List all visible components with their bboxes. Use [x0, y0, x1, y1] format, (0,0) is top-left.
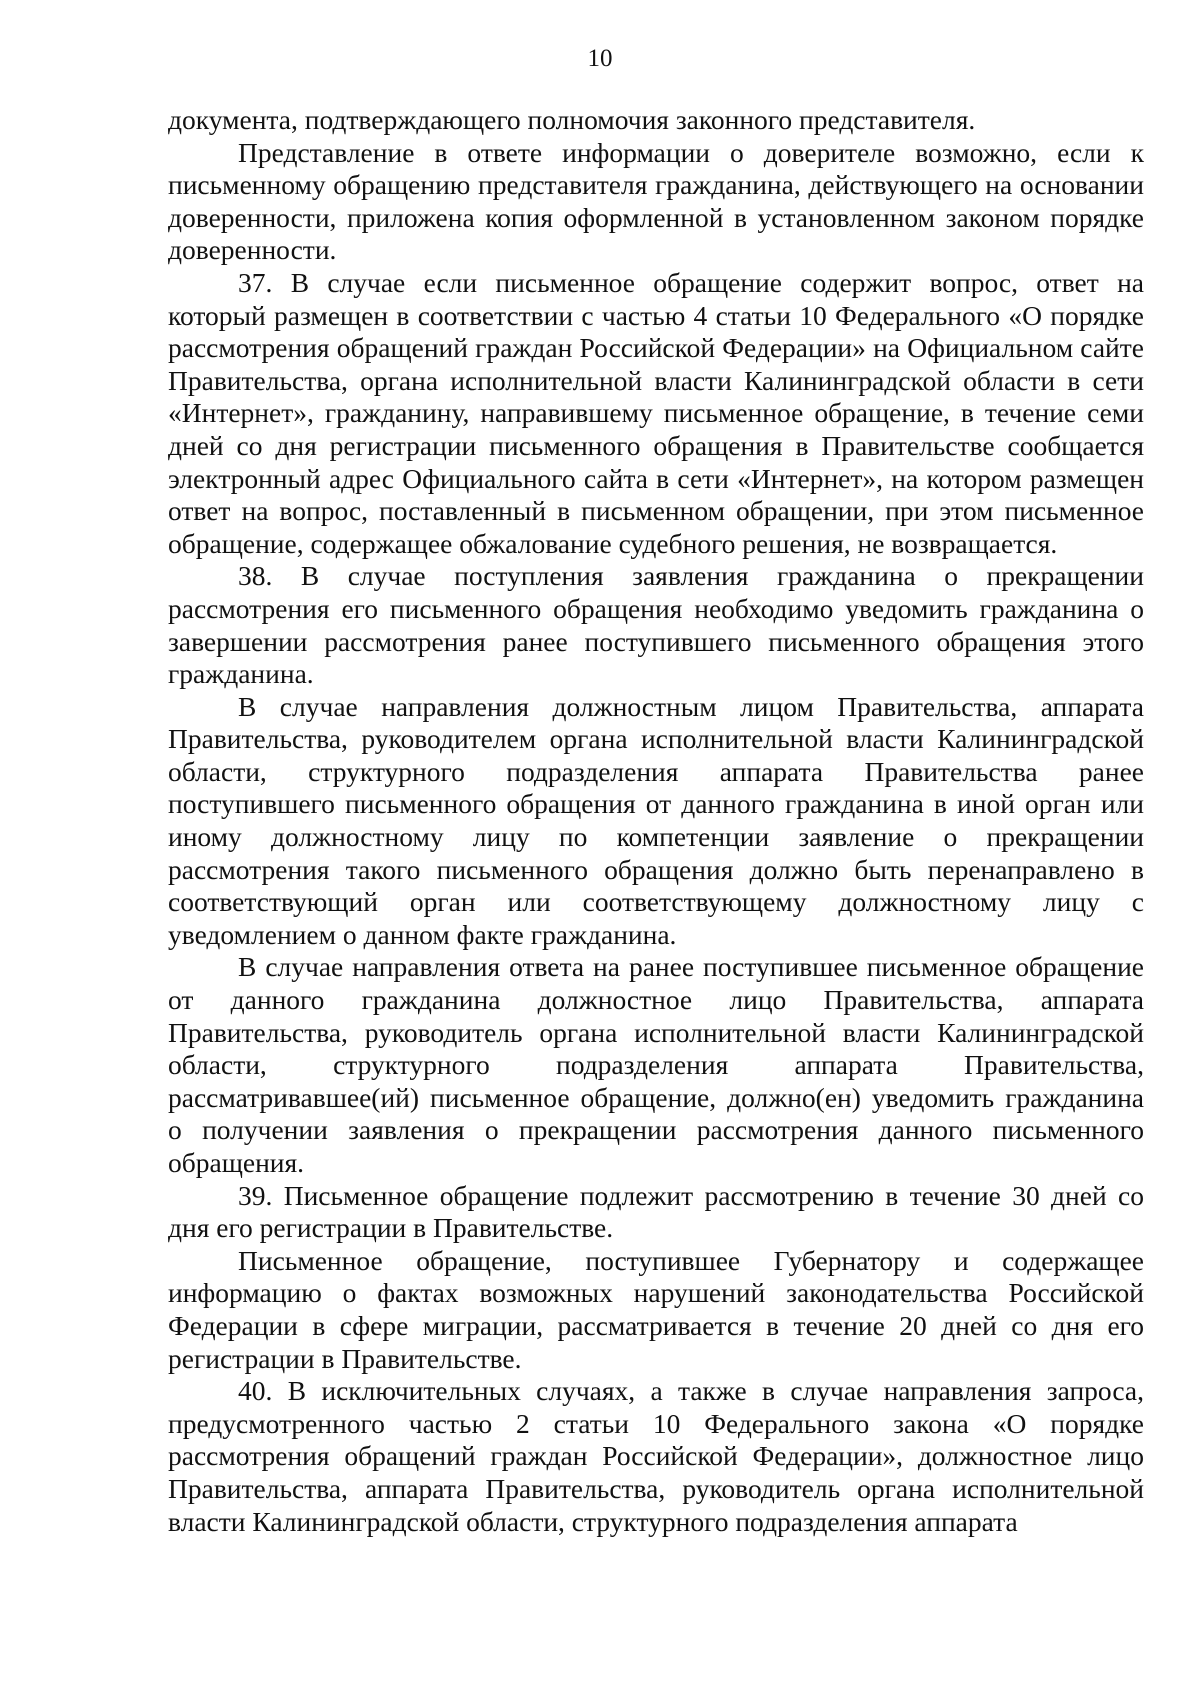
paragraph-39: 39. Письменное обращение подлежит рассмотрению в течение 30 дней со дня его регистрации в Правительстве.	[168, 1179, 1144, 1244]
paragraph-1: документа, подтверждающего полномочия законного представителя.	[168, 104, 976, 135]
paragraph-2: Представление в ответе информации о доверителе возможно, если к письменному обращению представителя гражданина, действующего на основании доверенности, приложена копия оформленной в установленном законом порядке доверенности.	[168, 136, 1144, 266]
paragraph-37: 37. В случае если письменное обращение содержит вопрос, ответ на который размещен в соответствии с частью 4 статьи 10 Федерального «О порядке рассмотрения обращений граждан Российской Федерации» на Официальном сайте Правительства, органа исполнительной власти Калининградской области в сети «Интернет», гражданину, направившему письменное обращение, в течение семи дней со дня регистрации письменного обращения в Правительстве сообщается электронный адрес Официального сайта в сети «Интернет», на котором размещен ответ на вопрос, поставленный в письменном обращении, при этом письменное обращение, содержащее обжалование судебного решения, не возвращается.	[168, 266, 1144, 559]
paragraph-38-notify: В случае направления ответа на ранее поступившее письменное обращение от данного гражданина должностное лицо Правительства, аппарата Правительства, руководитель органа исполнительной власти Калининградской области, структурного подразделения аппарата Правительства, рассматривавшее(ий) письменное обращение, должно(ен) уведомить гражданина о получении заявления о прекращении рассмотрения данного письменного обращения.	[168, 951, 1144, 1178]
document-body	[168, 104, 1144, 1538]
paragraph-38: 38. В случае поступления заявления гражданина о прекращении рассмотрения его письменного обращения необходимо уведомить гражданина о завершении рассмотрения ранее поступившего письменного обращения этого гражданина.	[168, 560, 1144, 690]
paragraph-40: 40. В исключительных случаях, а также в случае направления запроса, предусмотренного частью 2 статьи 10 Федерального закона «О порядке рассмотрения обращений граждан Российской Федерации», должностное лицо Правительства, аппарата Правительства, руководитель органа исполнительной власти Калининградской области, структурного подразделения аппарата	[168, 1375, 1144, 1537]
paragraph-39-migration: Письменное обращение, поступившее Губернатору и содержащее информацию о фактах возможных нарушений законодательства Российской Федерации в сфере миграции, рассматривается в течение 20 дней со дня его регистрации в Правительстве.	[168, 1244, 1144, 1374]
paragraph-38-redirect: В случае направления должностным лицом Правительства, аппарата Правительства, руководителем органа исполнительной власти Калининградской области, структурного подразделения аппарата Правительства ранее поступившего письменного обращения от данного гражданина в иной орган или иному должностному лицу по компетенции заявление о прекращении рассмотрения такого письменного обращения должно быть перенаправлено в соответствующий орган или соответствующему должностному лицу с уведомлением о данном факте гражданина.	[168, 690, 1144, 950]
page-number: 10	[587, 45, 613, 72]
